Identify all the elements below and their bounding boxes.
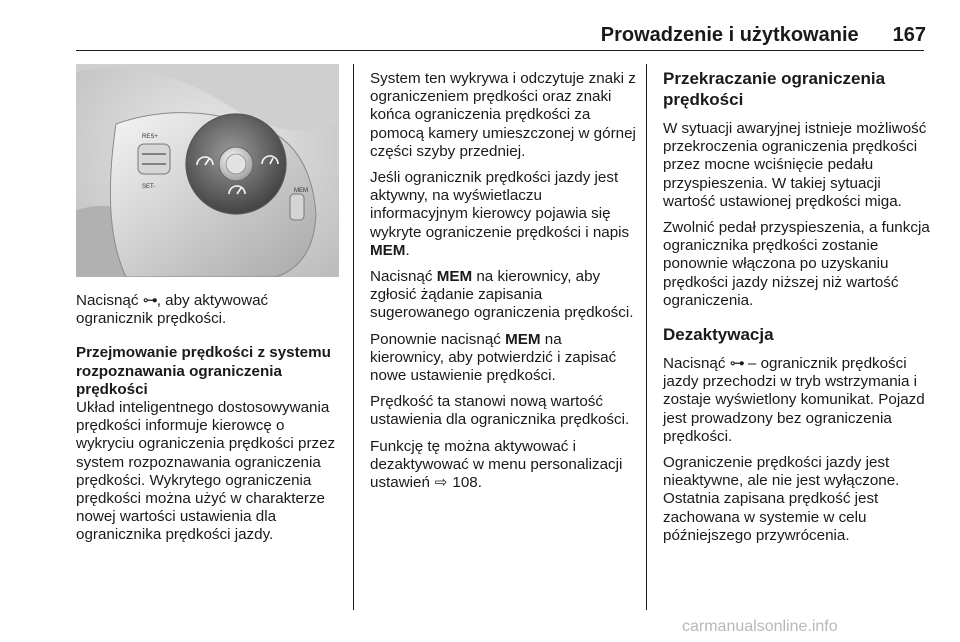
paragraph-display: Jeśli ogranicznik prędkości jazdy jest aktywny, na wyświetlaczu informacyjnym kierowcy pojawia się wykryte ograniczenie prędkości i napis MEM.	[370, 169, 630, 259]
mem-label: MEM	[294, 188, 308, 194]
page-header	[76, 24, 926, 46]
heading-deactivation: Dezaktywacja	[663, 325, 774, 345]
column-divider-left	[353, 64, 354, 610]
subheading-speed-recognition: Przejmowanie prędkości z systemu rozpoznawania ograniczenia prędkości	[76, 344, 331, 398]
page-number: 167	[892, 24, 926, 46]
mem-keyword: MEM	[505, 330, 541, 348]
column-3	[663, 68, 931, 553]
column-1	[76, 292, 344, 553]
paragraph-inactive: Ograniczenie prędkości jazdy jest nieaktywne, ale nie jest wyłączone. Ostatnia zapisana prędkość jest zachowana w systemie w celu późniejszego przywrócenia.	[663, 454, 900, 544]
mem-keyword: MEM	[370, 241, 406, 259]
set-label: SET-	[142, 184, 156, 190]
paragraph-press-mem: Nacisnąć MEM na kierownicy, aby zgłosić żądanie zapisania sugerowanego ograniczenia prędkości.	[370, 268, 634, 322]
paragraph-personalization: Funkcję tę można aktywować i dezaktywować w menu personalizacji ustawień ⇨ 108.	[370, 437, 623, 492]
column-2	[370, 70, 638, 500]
speed-limiter-icon: ⊶	[729, 355, 745, 373]
mem-keyword: MEM	[436, 268, 473, 286]
paragraph-new-value: Prędkość ta stanowi nową wartość ustawienia dla ogranicznika prędkości.	[370, 393, 630, 429]
paragraph-release-pedal: Zwolnić pedał przyspieszenia, a funkcja ogranicznika prędkości zostanie ponownie włączona po uzyskaniu prędkości jazdy niższej niż wartość ograniczenia.	[663, 219, 930, 309]
speed-limiter-icon: ⊶	[142, 292, 158, 309]
page-reference-arrow-icon: ⇨	[434, 474, 448, 492]
column-divider-right	[646, 64, 647, 610]
steering-wheel-photo	[76, 64, 339, 277]
paragraph-intelligent-speed: Układ inteligentnego dostosowywania prędkości informuje kierowcę o wykryciu ograniczenia prędkości przez system rozpoznawania ograniczenia prędkości. Wykrytego ograniczenia prędkości można użyć w charakterze nowej wartości ustawienia dla ogranicznika prędkości jazdy.	[76, 399, 336, 544]
paragraph-camera: System ten wykrywa i odczytuje znaki z ograniczeniem prędkości oraz znaki końca ograniczenia prędkości za pomocą kamery umieszczonej w górnej części szyby przedniej.	[370, 70, 636, 160]
paragraph-standby: Nacisnąć ⊶ – ogranicznik prędkości jazdy przechodzi w tryb wstrzymania i zostaje wyświetlony komunikat. Pojazd jest prowadzony bez ograniczenia prędkości.	[663, 355, 925, 445]
paragraph-press-again: Ponownie nacisnąć MEM na kierownicy, aby potwierdzić i zapisać nowe ustawienie prędkości.	[370, 330, 617, 385]
paragraph-emergency: W sytuacji awaryjnej istnieje możliwość przekroczenia ograniczenia prędkości przez mocne wciśnięcie pedału przyspieszenia. W takiej sytuacji wartość ustawionej prędkości miga.	[663, 120, 927, 210]
watermark: carmanualsonline.info	[682, 618, 838, 635]
header-rule	[76, 50, 924, 51]
paragraph-activate: Nacisnąć ⊶, aby aktywować ogranicznik prędkości.	[76, 292, 269, 328]
running-title: Prowadzenie i użytkowanie	[600, 24, 859, 46]
res-label: RES+	[142, 134, 158, 140]
heading-exceeding-limit: Przekraczanie ograniczenia prędkości	[663, 69, 886, 109]
steering-wheel-illustration	[76, 64, 339, 277]
